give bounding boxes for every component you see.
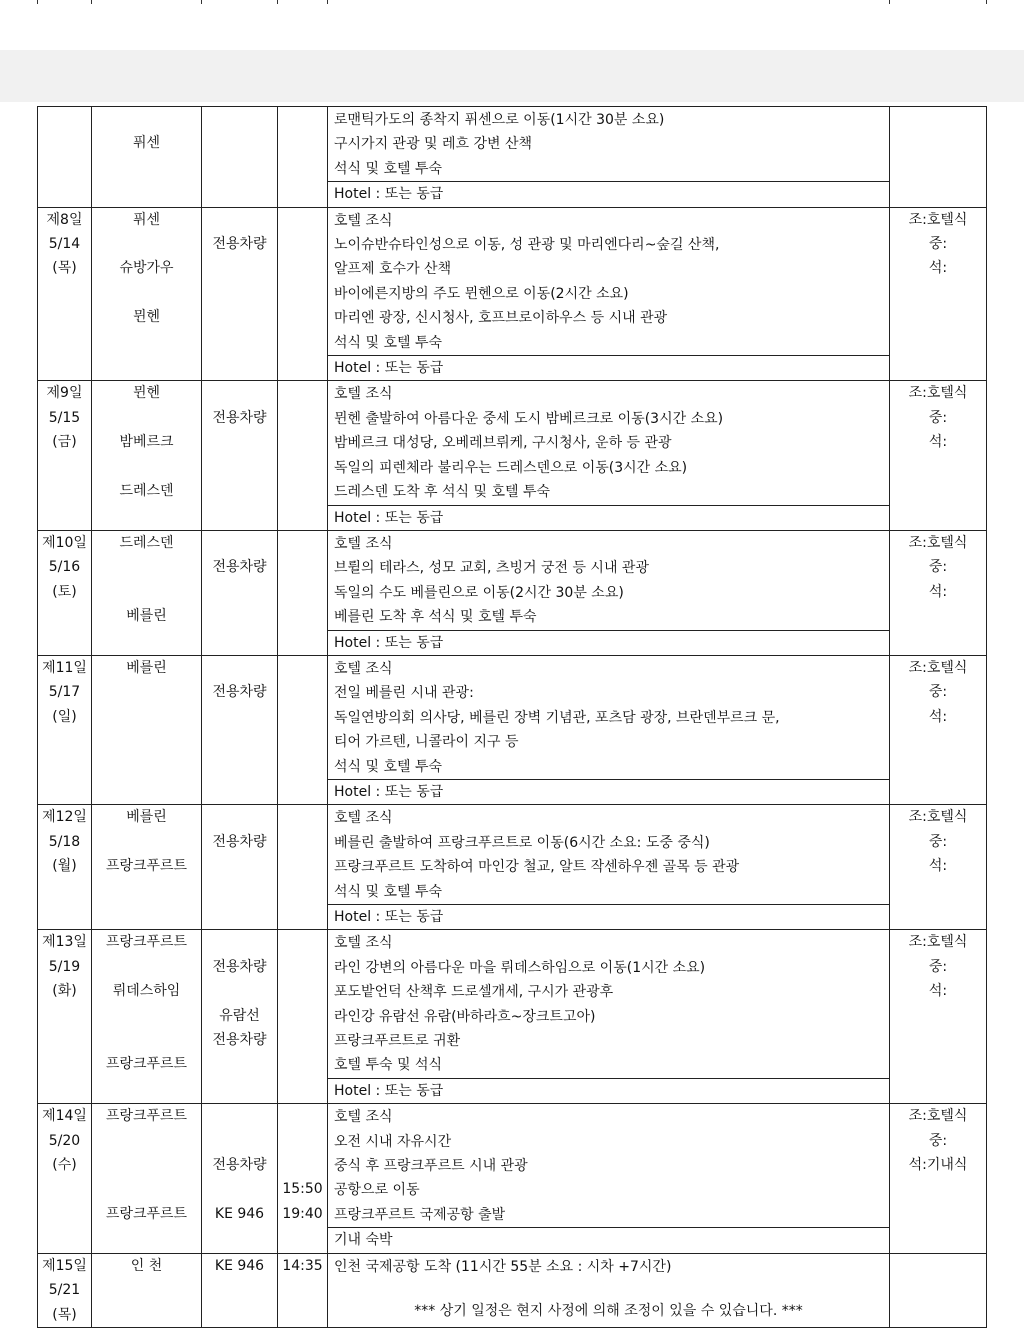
previous-page-strip: [0, 0, 1024, 50]
schedule-line: 베를린 도착 후 석식 및 호텔 투숙: [334, 609, 537, 626]
schedule-cell: [328, 530, 890, 630]
meal-line: 중:: [928, 958, 948, 975]
place-line: [94, 156, 199, 180]
meal-cell: [890, 530, 987, 655]
itinerary-table: [37, 106, 987, 1328]
hotel-text: Hotel : 또는 동급: [334, 909, 444, 925]
page-gap: [0, 50, 1024, 102]
place-line: 슈방가우: [119, 260, 174, 277]
day-line: 제11일: [42, 659, 87, 676]
transport-cell: [202, 530, 278, 655]
place-line: 밤베르크: [119, 434, 174, 451]
transport-line: 전용차량: [212, 409, 267, 426]
meal-line: 조:호텔식: [908, 809, 968, 826]
schedule-line: 호텔 조식: [334, 386, 393, 403]
hotel-cell: [328, 905, 890, 930]
day-row: [38, 530, 987, 630]
schedule-cell: [328, 1104, 890, 1228]
place-line: [94, 1153, 199, 1177]
meal-cell: [890, 1104, 987, 1253]
place-cell: [92, 930, 202, 1104]
place-line: 베를린: [126, 608, 167, 625]
schedule-line: 호텔 조식: [334, 935, 393, 952]
schedule-line: 호텔 조식: [334, 535, 393, 552]
meal-line: 중:: [928, 1132, 948, 1149]
time-line: 15:50: [282, 1181, 323, 1198]
divider: [201, 0, 202, 4]
place-cell: [92, 530, 202, 655]
transport-line: [204, 979, 275, 1003]
schedule-cell: [328, 1253, 890, 1327]
hotel-text: Hotel : 또는 동급: [334, 186, 444, 203]
day-cell: [38, 530, 92, 655]
schedule-line: 밤베르크 대성당, 오베레브뤼케, 구시청사, 운하 등 관광: [334, 435, 672, 452]
transport-line: [204, 1129, 275, 1153]
place-line: 퓌센: [132, 211, 161, 228]
schedule-line: 석식 및 호텔 투숙: [334, 758, 443, 775]
time-cell: [278, 930, 328, 1104]
place-line: [94, 955, 199, 979]
meal-line: 석:: [928, 583, 948, 600]
transport-line: [204, 531, 275, 555]
place-line: [94, 1177, 199, 1201]
transport-cell: [202, 1253, 278, 1327]
place-line: [94, 1004, 199, 1028]
meal-cell: [890, 381, 987, 530]
day-row: [38, 655, 987, 779]
transport-cell: [202, 805, 278, 930]
meal-line: 조:호텔식: [908, 385, 968, 402]
day-line: [40, 107, 89, 131]
day-row: [38, 1104, 987, 1228]
transport-line: [204, 381, 275, 405]
meal-cell: [890, 930, 987, 1104]
place-line: 드레스덴: [119, 483, 174, 500]
day-cell: [38, 207, 92, 381]
day-line: 5/15: [48, 409, 81, 426]
meal-line: 조:호텔식: [908, 1108, 968, 1125]
divider: [889, 0, 890, 4]
transport-line: 전용차량: [212, 1157, 267, 1174]
notice-text: *** 상기 일정은 현지 사정에 의해 조정이 있을 수 있습니다. ***: [414, 1303, 803, 1320]
day-line: (일): [52, 708, 77, 725]
day-line: (목): [52, 260, 77, 277]
day-line: 제12일: [42, 809, 87, 826]
meal-line: 조:호텔식: [908, 659, 968, 676]
day-line: 5/19: [48, 958, 81, 975]
day-line: 제15일: [42, 1257, 87, 1274]
day-line: 5/18: [48, 833, 81, 850]
schedule-line: 공항으로 이동: [334, 1182, 420, 1199]
day-cell: [38, 107, 92, 208]
day-row: [38, 207, 987, 355]
hotel-cell: [328, 182, 890, 207]
hotel-cell: [328, 1228, 890, 1253]
schedule-line: 브륄의 테라스, 성모 교회, 츠빙거 궁전 등 시내 관광: [334, 560, 649, 577]
divider: [986, 0, 987, 4]
schedule-line: 바이에른지방의 주도 뮌헨으로 이동(2시간 소요): [334, 285, 629, 302]
day-line: (월): [52, 858, 77, 875]
meal-line: 석:: [928, 983, 948, 1000]
transport-line: [204, 656, 275, 680]
schedule-cell: [328, 381, 890, 505]
meal-line: 중:: [928, 833, 948, 850]
day-cell: [38, 381, 92, 530]
place-line: 퓌센: [132, 135, 161, 152]
schedule-line: 석식 및 호텔 투숙: [334, 160, 443, 177]
place-line: 프랑크푸르트: [105, 934, 188, 951]
transport-line: 전용차량: [212, 684, 267, 701]
day-cell: [38, 1253, 92, 1327]
place-cell: [92, 1104, 202, 1253]
hotel-text: 기내 숙박: [334, 1232, 393, 1249]
place-line: 뮌헨: [132, 309, 161, 326]
place-line: 뮌헨: [132, 385, 161, 402]
schedule-line: 드레스덴 도착 후 석식 및 호텔 투숙: [334, 484, 551, 501]
transport-cell: [202, 655, 278, 804]
meal-line: 조:호텔식: [908, 211, 968, 228]
hotel-cell: [328, 630, 890, 655]
schedule-line: 알프제 호수가 산책: [334, 261, 452, 278]
schedule-line: 석식 및 호텔 투숙: [334, 883, 443, 900]
day-line: 5/17: [48, 684, 81, 701]
day-cell: [38, 655, 92, 804]
hotel-cell: [328, 779, 890, 804]
divider: [91, 0, 92, 4]
place-cell: [92, 805, 202, 930]
schedule-line: 포도밭언덕 산책후 드로셀개세, 구시가 관광후: [334, 984, 614, 1001]
time-cell: [278, 655, 328, 804]
transport-line: [204, 930, 275, 954]
meal-line: 석:: [928, 434, 948, 451]
place-line: [94, 281, 199, 305]
meal-line: 석:기내식: [908, 1157, 968, 1174]
schedule-line: 독일의 피렌체라 불리우는 드레스덴으로 이동(3시간 소요): [334, 459, 688, 476]
hotel-text: Hotel : 또는 동급: [334, 509, 444, 526]
schedule-line: 석식 및 호텔 투숙: [334, 334, 443, 351]
schedule-line: 호텔 투숙 및 석식: [334, 1057, 443, 1074]
transport-line: 전용차량: [212, 1032, 267, 1048]
place-line: 프랑크푸르트: [105, 1205, 188, 1222]
transport-cell: [202, 1104, 278, 1253]
hotel-text: Hotel : 또는 동급: [334, 783, 444, 800]
meal-line: 중:: [928, 409, 948, 426]
schedule-line: 호텔 조식: [334, 212, 393, 229]
transport-line: [204, 805, 275, 829]
day-row: [38, 930, 987, 1078]
transport-line: KE 946: [214, 1257, 265, 1274]
schedule-line: 프랑크푸르트로 귀환: [334, 1033, 461, 1050]
place-line: 드레스덴: [119, 534, 174, 551]
meal-line: 중:: [928, 684, 948, 701]
place-line: 뤼데스하임: [112, 983, 181, 1000]
meal-line: 석:: [928, 708, 948, 725]
meal-line: 조:호텔식: [908, 934, 968, 951]
place-line: 인 천: [130, 1257, 163, 1274]
place-line: 프랑크푸르트: [105, 858, 188, 875]
place-cell: [92, 381, 202, 530]
day-cell: [38, 930, 92, 1104]
schedule-line: 오전 시내 자유시간: [334, 1133, 452, 1150]
day-line: (토): [52, 583, 77, 600]
place-cell: [92, 107, 202, 208]
time-cell: [278, 207, 328, 381]
transport-line: 전용차량: [212, 559, 267, 576]
place-cell: [92, 1253, 202, 1327]
hotel-text: Hotel : 또는 동급: [334, 360, 444, 377]
hotel-text: Hotel : 또는 동급: [334, 1082, 444, 1099]
transport-line: [204, 1104, 275, 1128]
meal-cell: [890, 107, 987, 208]
schedule-line: 인천 국제공항 도착 (11시간 55분 소요 : 시차 +7시간): [334, 1258, 672, 1275]
hotel-cell: [328, 356, 890, 381]
schedule-line: 호텔 조식: [334, 810, 393, 827]
meal-cell: [890, 655, 987, 804]
day-line: [40, 131, 89, 155]
schedule-line: 노이슈반슈타인성으로 이동, 성 관광 및 마리엔다리~숲길 산책,: [334, 237, 720, 254]
time-cell: [278, 1104, 328, 1253]
schedule-cell: [328, 107, 890, 182]
transport-cell: [202, 381, 278, 530]
day-line: 제10일: [42, 534, 87, 551]
schedule-line: 베를린 출발하여 프랑크푸르트로 이동(6시간 소요: 도중 중식): [334, 834, 710, 851]
schedule-line: 라인강 유람선 유람(바하라흐~장크트고아): [334, 1008, 596, 1025]
day-cell: [38, 1104, 92, 1253]
time-line: [280, 1153, 325, 1177]
hotel-cell: [328, 1078, 890, 1103]
meal-cell: [890, 207, 987, 381]
day-line: (금): [52, 434, 77, 451]
schedule-line: 호텔 조식: [334, 1109, 393, 1126]
place-line: [94, 830, 199, 854]
meal-line: 석:: [928, 858, 948, 875]
schedule-cell: [328, 655, 890, 779]
transport-line: 전용차량: [212, 958, 267, 975]
day-line: 5/20: [48, 1132, 81, 1149]
transport-line: 유람선: [219, 1007, 260, 1024]
place-cell: [92, 207, 202, 381]
place-line: 베를린: [126, 809, 167, 826]
place-cell: [92, 655, 202, 804]
time-cell: [278, 805, 328, 930]
place-line: [94, 107, 199, 131]
time-cell: [278, 530, 328, 655]
transport-cell: [202, 107, 278, 208]
schedule-line: 프랑크푸르트 국제공항 출발: [334, 1206, 506, 1223]
time-line: 14:35: [282, 1257, 323, 1274]
schedule-line: 호텔 조식: [334, 660, 393, 677]
schedule-cell: [328, 805, 890, 905]
place-line: [94, 455, 199, 479]
divider: [37, 0, 38, 4]
place-line: [94, 1129, 199, 1153]
day-line: 제14일: [42, 1108, 87, 1125]
hotel-cell: [328, 505, 890, 530]
day-row: [38, 1253, 987, 1327]
transport-line: [204, 208, 275, 232]
time-line: [280, 1104, 325, 1128]
day-line: (목): [52, 1306, 77, 1323]
schedule-line: 독일연방의회 의사당, 베를린 장벽 기념관, 포츠담 광장, 브란덴부르크 문,: [334, 709, 780, 726]
schedule-line: 뮌헨 출발하여 아름다운 중세 도시 밤베르크로 이동(3시간 소요): [334, 410, 724, 427]
transport-line: 전용차량: [212, 833, 267, 850]
schedule-line: 구시가지 관광 및 레흐 강변 산책: [334, 136, 533, 153]
time-line: 19:40: [282, 1205, 323, 1222]
meal-line: 중:: [928, 559, 948, 576]
day-line: 5/21: [48, 1282, 81, 1299]
meal-line: 석:: [928, 260, 948, 277]
time-cell: [278, 381, 328, 530]
transport-line: 전용차량: [212, 236, 267, 253]
schedule-line: 독일의 수도 베를린으로 이동(2시간 30분 소요): [334, 584, 624, 601]
day-line: 제8일: [46, 211, 83, 228]
day-line: [40, 156, 89, 180]
place-line: [94, 555, 199, 579]
transport-cell: [202, 930, 278, 1104]
meal-line: 중:: [928, 236, 948, 253]
time-cell: [278, 1253, 328, 1327]
time-cell: [278, 107, 328, 208]
day-line: 5/16: [48, 559, 81, 576]
day-cell: [38, 805, 92, 930]
place-line: 프랑크푸르트: [105, 1056, 188, 1073]
schedule-line: 전일 베를린 시내 관광:: [334, 685, 474, 702]
schedule-line: 티어 가르텐, 니콜라이 지구 등: [334, 734, 519, 751]
place-line: [94, 180, 199, 204]
day-row: [38, 107, 987, 182]
transport-cell: [202, 207, 278, 381]
schedule-line: 프랑크푸르트 도착하여 마인강 철교, 알트 작센하우젠 골목 등 관광: [334, 859, 740, 876]
place-line: [94, 580, 199, 604]
place-line: 프랑크푸르트: [105, 1108, 188, 1125]
day-line: (화): [52, 983, 77, 1000]
day-line: 5/14: [48, 236, 81, 253]
schedule-cell: [328, 207, 890, 355]
day-line: 제13일: [42, 934, 87, 951]
place-line: [94, 232, 199, 256]
day-line: (수): [52, 1157, 77, 1174]
divider: [277, 0, 278, 4]
transport-line: KE 946: [214, 1205, 265, 1222]
meal-cell: [890, 805, 987, 930]
schedule-cell: [328, 930, 890, 1078]
schedule-line: 중식 후 프랑크푸르트 시내 관광: [334, 1158, 528, 1175]
meal-cell: [890, 1253, 987, 1327]
place-line: [94, 406, 199, 430]
time-line: [280, 1129, 325, 1153]
place-line: [94, 1028, 199, 1052]
hotel-text: Hotel : 또는 동급: [334, 634, 444, 651]
day-row: [38, 805, 987, 905]
meal-line: 조:호텔식: [908, 534, 968, 551]
day-row: [38, 381, 987, 505]
divider: [327, 0, 328, 4]
schedule-line: 라인 강변의 아름다운 마을 뤼데스하임으로 이동(1시간 소요): [334, 959, 706, 976]
schedule-line: 마리엔 광장, 신시청사, 호프브로이하우스 등 시내 관광: [334, 310, 668, 327]
place-line: 베를린: [126, 659, 167, 676]
day-line: 제9일: [46, 385, 83, 402]
transport-line: [204, 1177, 275, 1201]
schedule-line: 로맨틱가도의 종착지 퓌센으로 이동(1시간 30분 소요): [334, 112, 665, 128]
